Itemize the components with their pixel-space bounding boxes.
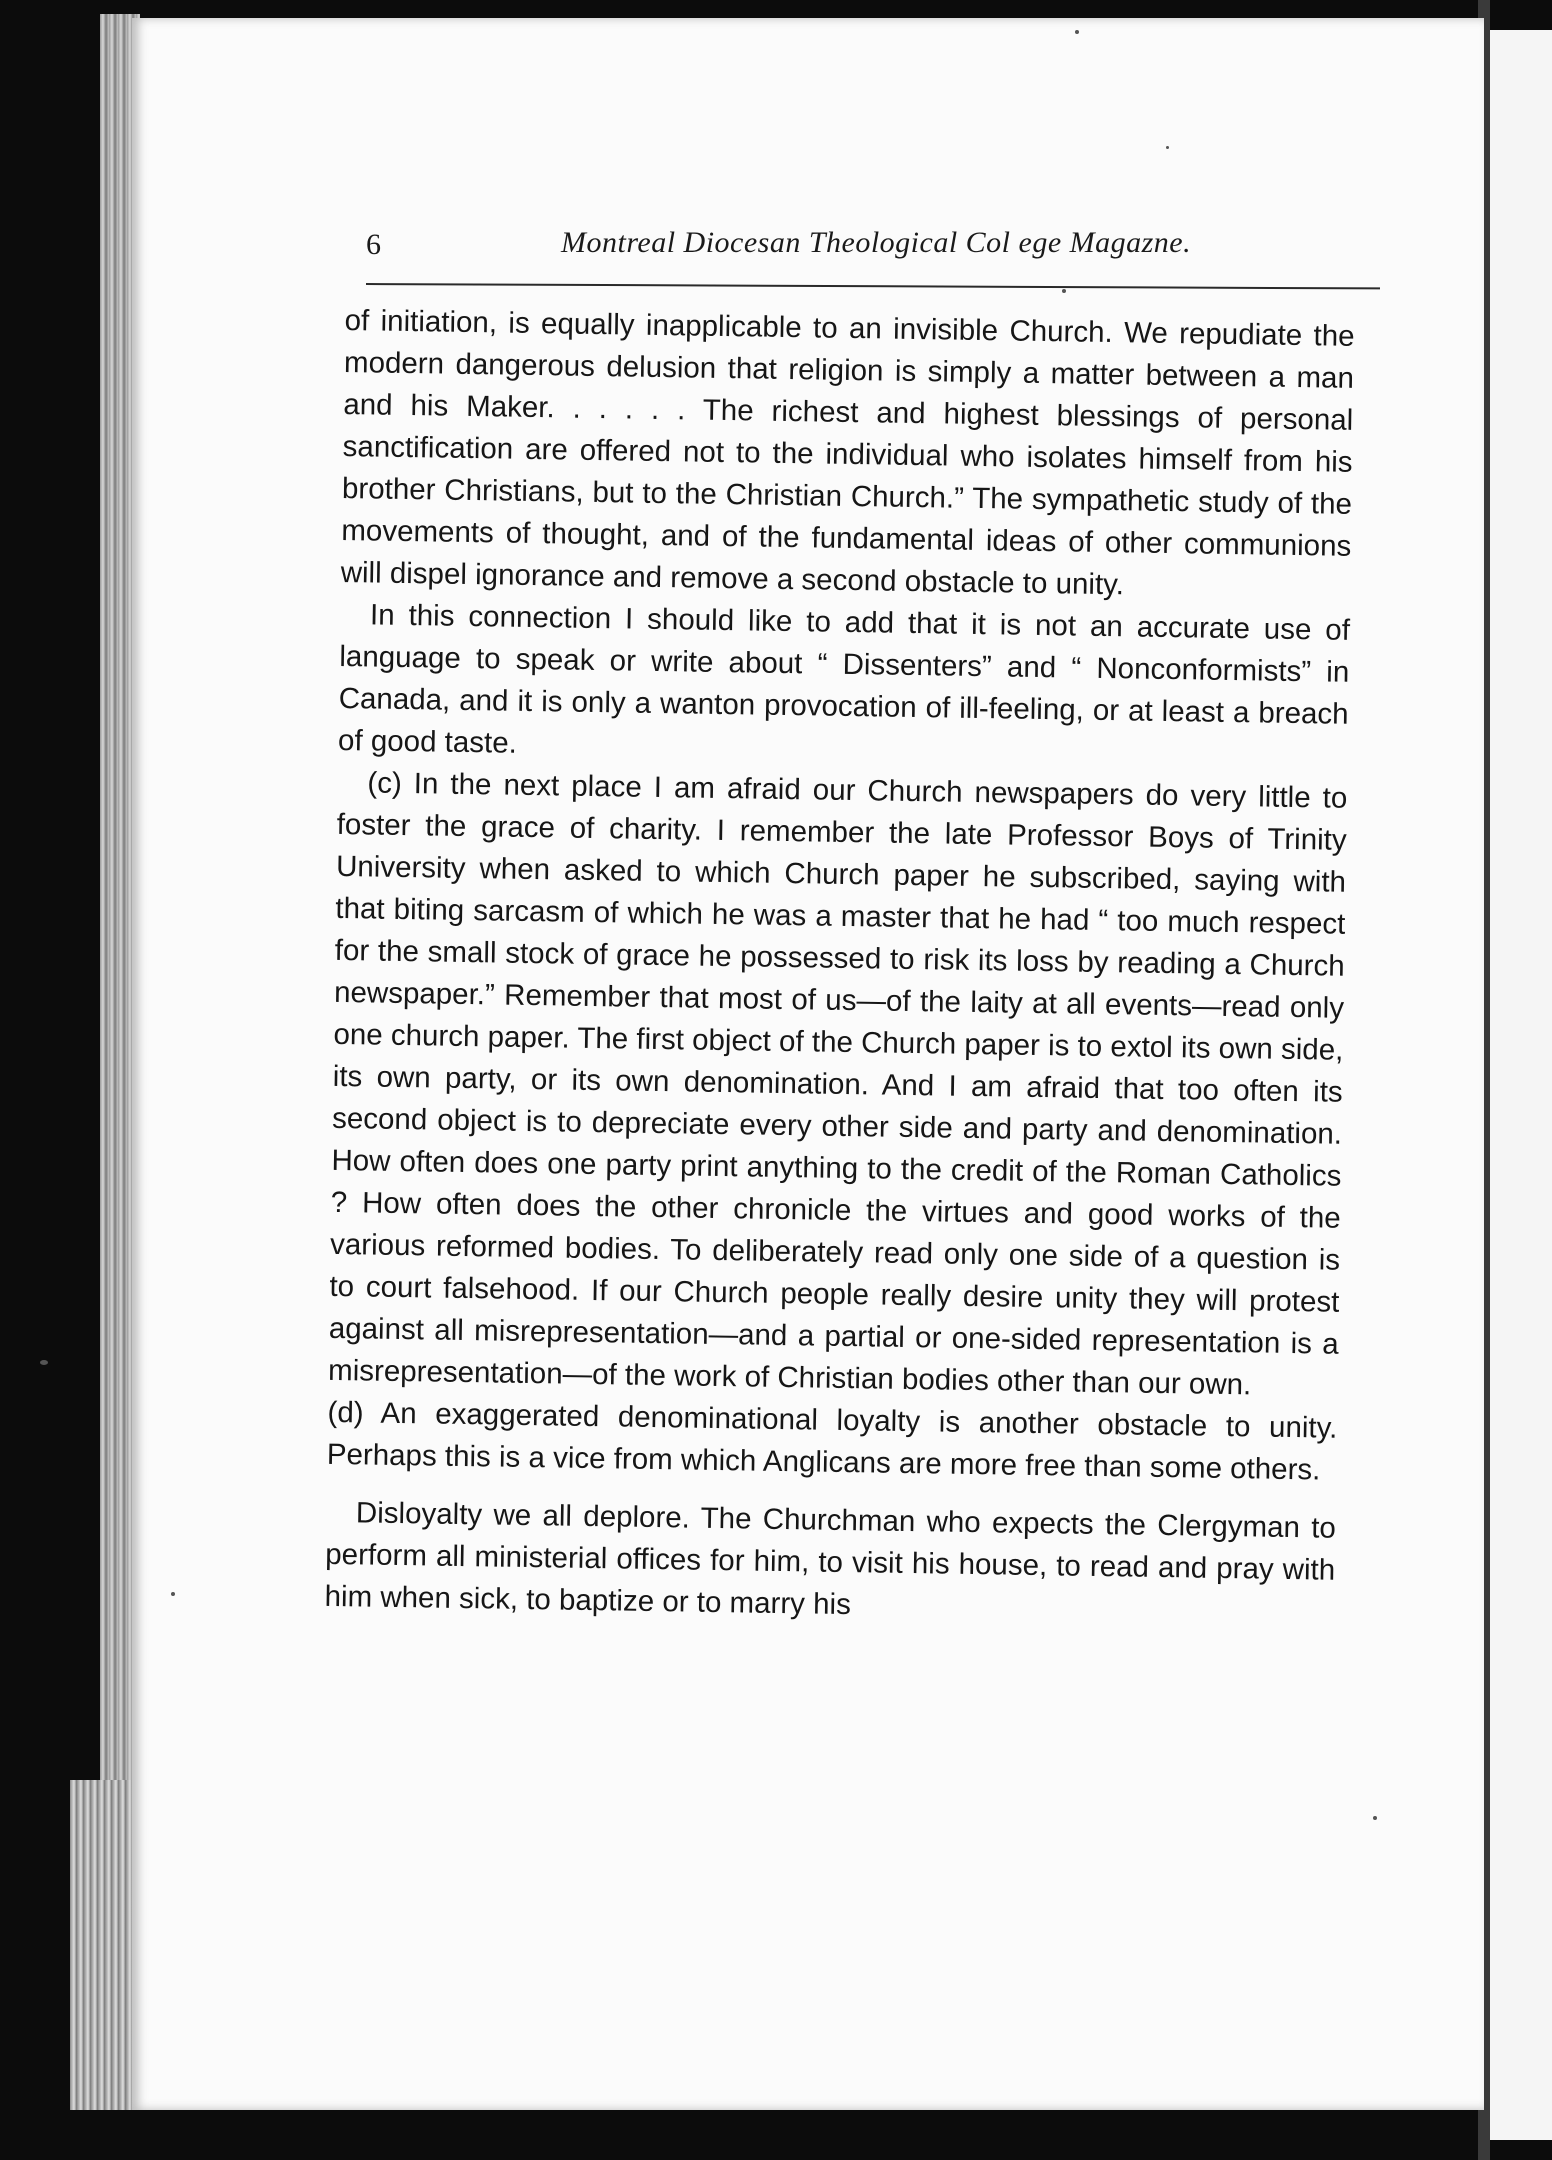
journal-title: Montreal Diocesan Theological Col ege Magazne.: [561, 226, 1192, 259]
paragraph-disloyalty: Disloyalty we all deplore. The Churchman who expects the Clergyman to perform all ministerial offices for him, to visit his house, to read and pray with him when sick, to baptize or to marry his: [324, 1496, 1337, 1622]
scan-speck: [1166, 146, 1169, 149]
facing-page-edge: [1490, 30, 1552, 2140]
paragraph-c-newspapers: (c) In the next place I am afraid our Church newspapers do very little to foster the grace of charity. I remember the late Professor Boys of Trinity University when asked to which Church paper he subscribed, saying with that biting sarcasm of which he was a master that he had “ too much respect for the small stock of grace he possessed to risk its loss by reading a Church newspaper.” Remember that most of us—of the laity at all events—read only one church paper. The first object of the Church paper is to extol its own side, its own party, or its own denomination. And I am afraid that too often its second object is to depreciate every other side and party and denomination. How often does one party print anything to the credit of the Roman Catholics ? How often does the other chronicle the virtues and good works of the various reformed bodies. To deliberately read only one side of a question is to court falsehood. If our Church people really desire unity they will protest against all misrepresentation—and a partial or one-sided representation is a misrepresentation—of the work of Christian bodies other than our own.: [327, 766, 1348, 1402]
scan-speck: [1373, 1816, 1377, 1820]
scan-speck: [1075, 30, 1079, 34]
scan-speck: [171, 1592, 175, 1596]
paragraph-connection: In this connection I should like to add that it is not an accurate use of language to speak or write about “ Dissenters” and “ Nonconformists” in Canada, and it is only a wanton provocation of ill-feeling, or at least a breach of good taste.: [337, 598, 1351, 760]
paragraph-d-loyalty: (d) An exaggerated denominational loyalty is another obstacle to unity. Perhaps this is a vice from which Anglicans are more free than some others.: [326, 1395, 1338, 1487]
running-head: [366, 222, 1366, 262]
page-number: 6: [366, 228, 381, 261]
body-text: [324, 300, 1355, 1634]
paragraph-continuation: of initiation, is equally inapplicable to an invisible Church. We repudiate the modern dangerous delusion that religion is simply a matter between a man and his Maker. . . . . . The richest and highest blessings of personal sanctification are offered not to the individual who isolates himself from his brother Christians, but to the Christian Church.” The sympathetic study of the movements of thought, and of the fundamental ideas of other communions will dispel ignorance and remove a second obstacle to unity.: [340, 303, 1355, 602]
scan-speck: [40, 1360, 48, 1365]
scan-speck: [1062, 289, 1066, 293]
